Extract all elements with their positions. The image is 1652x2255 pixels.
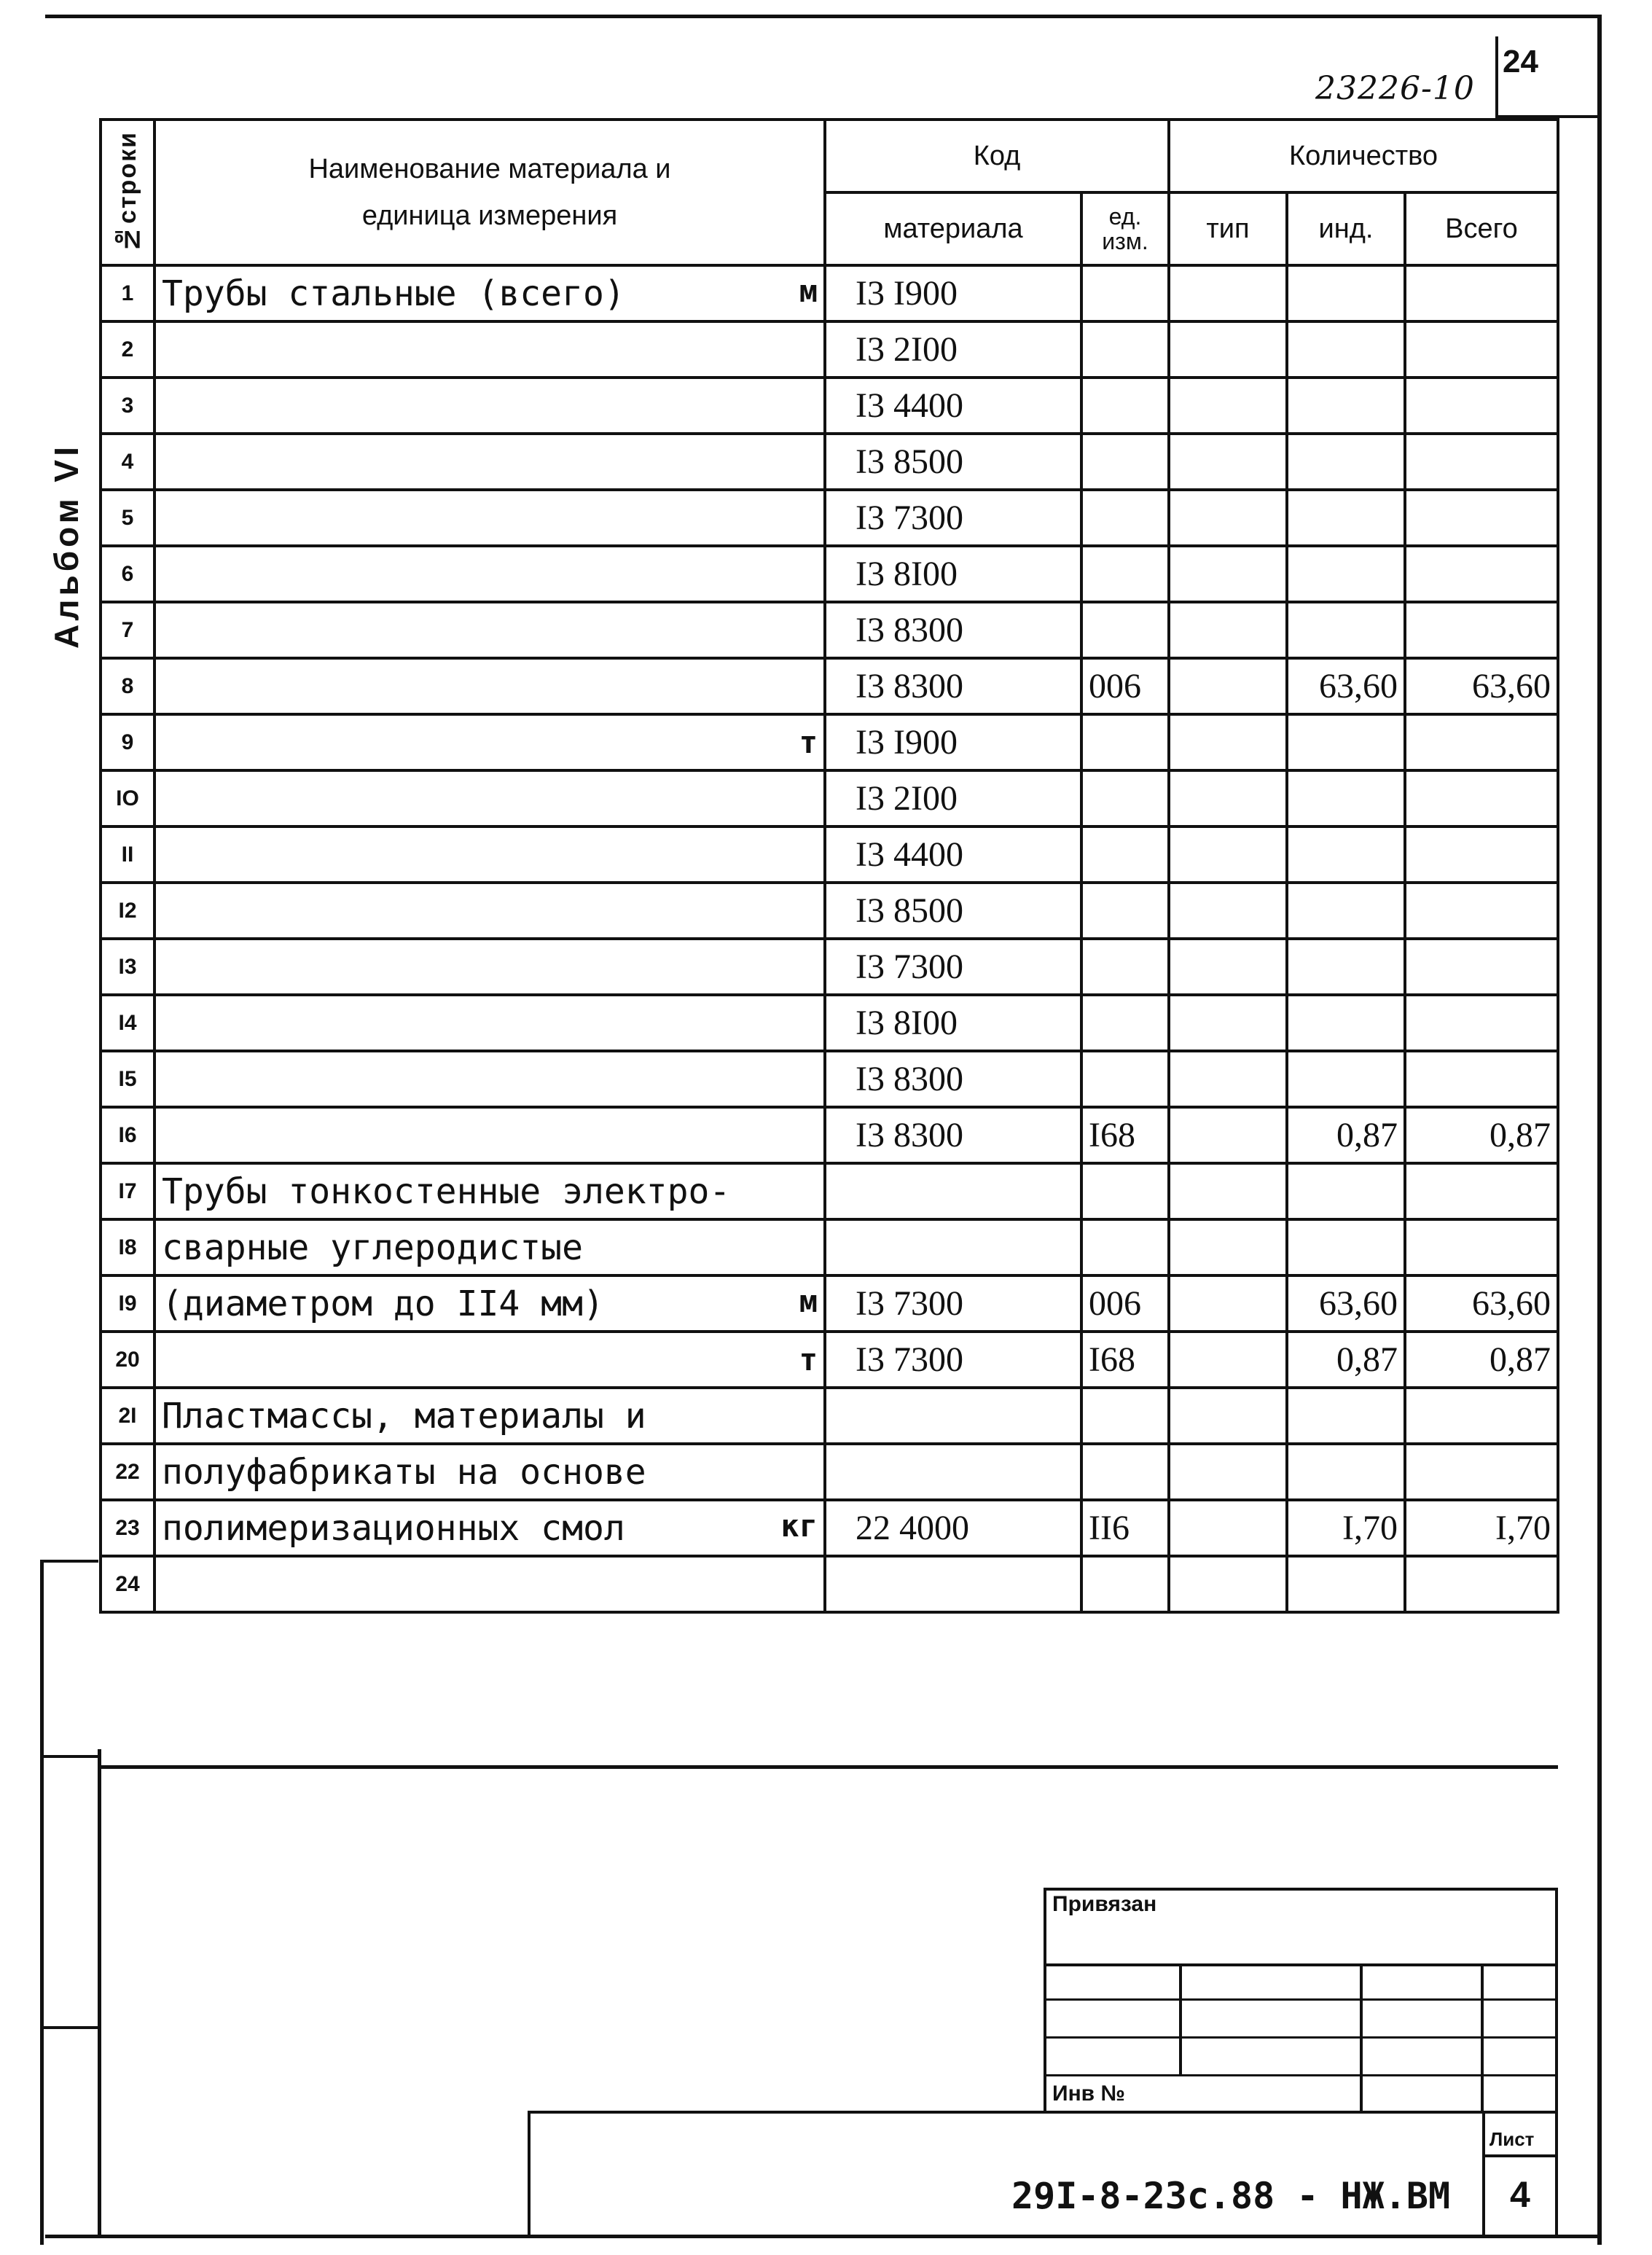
quantity-type — [1169, 546, 1287, 602]
row-number: 4 — [101, 434, 154, 490]
quantity-individual — [1287, 1444, 1405, 1500]
bound-col-2 — [1360, 1963, 1363, 2114]
row-number: I3 — [101, 939, 154, 995]
material-code: I3 8300 — [825, 1107, 1081, 1163]
quantity-total — [1405, 939, 1558, 995]
row-number: 6 — [101, 546, 154, 602]
material-code — [825, 1163, 1081, 1219]
title-block — [528, 2111, 1558, 2238]
table-row — [101, 1332, 1558, 1388]
quantity-individual — [1287, 546, 1405, 602]
table-row — [101, 1219, 1558, 1275]
material-name-cell — [154, 1051, 825, 1107]
top-page-number: 24 — [1503, 44, 1538, 79]
quantity-type — [1169, 265, 1287, 321]
left-margin-tick-3 — [40, 2026, 98, 2029]
material-name-cell — [154, 490, 825, 546]
quantity-individual — [1287, 1219, 1405, 1275]
material-name-cell — [154, 1500, 825, 1556]
row-number: I5 — [101, 1051, 154, 1107]
quantity-individual — [1287, 883, 1405, 939]
material-name-cell — [154, 1163, 825, 1219]
quantity-total — [1405, 1163, 1558, 1219]
row-number: I4 — [101, 995, 154, 1051]
quantity-individual — [1287, 490, 1405, 546]
quantity-type — [1169, 321, 1287, 378]
table-row — [101, 826, 1558, 883]
header-row-number-label: №строки — [113, 131, 141, 254]
quantity-individual — [1287, 995, 1405, 1051]
material-name-cell — [154, 714, 825, 770]
quantity-total — [1405, 265, 1558, 321]
quantity-individual: 63,60 — [1287, 1275, 1405, 1332]
unit-code — [1081, 490, 1169, 546]
sheet-label: Лист — [1489, 2128, 1535, 2150]
material-name: сварные углеродистые — [162, 1227, 583, 1268]
material-code — [825, 1219, 1081, 1275]
quantity-type — [1169, 1444, 1287, 1500]
row-number: 2I — [101, 1388, 154, 1444]
album-label: Альбом VI — [47, 443, 85, 649]
unit-code — [1081, 883, 1169, 939]
quantity-type — [1169, 1556, 1287, 1612]
unit-label: т — [799, 1342, 818, 1377]
quantity-type — [1169, 995, 1287, 1051]
material-name-cell — [154, 995, 825, 1051]
row-number: 7 — [101, 602, 154, 658]
unit-code — [1081, 321, 1169, 378]
header-row-number — [101, 120, 154, 265]
quantity-individual — [1287, 826, 1405, 883]
quantity-total: 63,60 — [1405, 1275, 1558, 1332]
quantity-individual: 63,60 — [1287, 658, 1405, 714]
header-code-material: материала — [825, 192, 1081, 265]
table-row — [101, 714, 1558, 770]
material-name: Трубы тонкостенные электро- — [162, 1171, 731, 1212]
quantity-type — [1169, 1332, 1287, 1388]
table-row — [101, 770, 1558, 826]
material-code: I3 8I00 — [825, 995, 1081, 1051]
quantity-individual — [1287, 1556, 1405, 1612]
material-code: I3 8300 — [825, 602, 1081, 658]
quantity-individual — [1287, 434, 1405, 490]
unit-code — [1081, 1163, 1169, 1219]
table-row — [101, 1556, 1558, 1612]
quantity-individual — [1287, 1388, 1405, 1444]
material-code: I3 2I00 — [825, 770, 1081, 826]
table-row — [101, 546, 1558, 602]
header-quantity-individual: инд. — [1287, 192, 1405, 265]
table-row — [101, 434, 1558, 490]
material-code — [825, 1444, 1081, 1500]
table-row — [101, 602, 1558, 658]
row-number: I6 — [101, 1107, 154, 1163]
table-row — [101, 265, 1558, 321]
material-code: I3 8300 — [825, 658, 1081, 714]
table-row — [101, 1107, 1558, 1163]
row-number: 5 — [101, 490, 154, 546]
material-code: I3 4400 — [825, 826, 1081, 883]
left-margin-line — [40, 1560, 44, 2245]
quantity-total — [1405, 321, 1558, 378]
quantity-individual — [1287, 378, 1405, 434]
quantity-type — [1169, 939, 1287, 995]
quantity-total — [1405, 1556, 1558, 1612]
unit-code — [1081, 939, 1169, 995]
unit-code: I68 — [1081, 1107, 1169, 1163]
quantity-type — [1169, 826, 1287, 883]
quantity-individual — [1287, 602, 1405, 658]
table-row — [101, 1051, 1558, 1107]
quantity-total — [1405, 1219, 1558, 1275]
table-row — [101, 939, 1558, 995]
quantity-total — [1405, 995, 1558, 1051]
unit-code — [1081, 714, 1169, 770]
unit-label: м — [799, 273, 818, 309]
material-code: I3 7300 — [825, 1275, 1081, 1332]
material-code: I3 8300 — [825, 1051, 1081, 1107]
material-code: I3 7300 — [825, 1332, 1081, 1388]
material-code: 22 4000 — [825, 1500, 1081, 1556]
table-row — [101, 995, 1558, 1051]
unit-code — [1081, 602, 1169, 658]
lower-left-vertical — [98, 1749, 101, 2238]
row-number: 3 — [101, 378, 154, 434]
quantity-total — [1405, 714, 1558, 770]
row-number: II — [101, 826, 154, 883]
row-number: I2 — [101, 883, 154, 939]
quantity-type — [1169, 490, 1287, 546]
quantity-type — [1169, 1107, 1287, 1163]
unit-label: кг — [780, 1507, 818, 1544]
quantity-total — [1405, 602, 1558, 658]
material-code: I3 7300 — [825, 490, 1081, 546]
material-name: полуфабрикаты на основе — [162, 1451, 646, 1493]
material-code — [825, 1388, 1081, 1444]
table-row — [101, 321, 1558, 378]
quantity-type — [1169, 602, 1287, 658]
material-name-cell — [154, 1332, 825, 1388]
unit-code — [1081, 1388, 1169, 1444]
quantity-type — [1169, 770, 1287, 826]
row-number: 8 — [101, 658, 154, 714]
header-quantity-group: Количество — [1169, 120, 1558, 192]
quantity-total: 0,87 — [1405, 1332, 1558, 1388]
unit-code: 006 — [1081, 1275, 1169, 1332]
unit-label: м — [799, 1283, 818, 1319]
quantity-type — [1169, 378, 1287, 434]
material-name-cell — [154, 546, 825, 602]
bound-col-3 — [1481, 1963, 1484, 2114]
table-row — [101, 883, 1558, 939]
quantity-total: 0,87 — [1405, 1107, 1558, 1163]
frame-top-line — [45, 15, 1597, 18]
material-code — [825, 1556, 1081, 1612]
quantity-type — [1169, 1275, 1287, 1332]
header-name-label: Наименование материала и единица измерения — [308, 154, 671, 231]
quantity-total — [1405, 883, 1558, 939]
material-name: полимеризационных смол — [162, 1507, 625, 1549]
quantity-type — [1169, 1219, 1287, 1275]
material-code: I3 8500 — [825, 434, 1081, 490]
left-margin-tick-1 — [40, 1560, 98, 1563]
document-id: 29I-8-23с.88 - НЖ.ВМ — [1011, 2175, 1451, 2217]
quantity-type — [1169, 1163, 1287, 1219]
sheet-number: 4 — [1510, 2174, 1530, 2215]
material-name-cell — [154, 826, 825, 883]
table-row — [101, 1275, 1558, 1332]
unit-code — [1081, 770, 1169, 826]
unit-code — [1081, 378, 1169, 434]
unit-code — [1081, 265, 1169, 321]
bound-label: Привязан — [1052, 1892, 1157, 1916]
quantity-individual: 0,87 — [1287, 1332, 1405, 1388]
material-name-cell — [154, 1107, 825, 1163]
quantity-type — [1169, 1051, 1287, 1107]
material-name-cell — [154, 883, 825, 939]
row-number: 1 — [101, 265, 154, 321]
unit-code — [1081, 995, 1169, 1051]
material-name-cell — [154, 265, 825, 321]
unit-code — [1081, 1556, 1169, 1612]
table-row — [101, 378, 1558, 434]
row-number: 22 — [101, 1444, 154, 1500]
material-name: Пластмассы, материалы и — [162, 1395, 646, 1437]
table-body — [101, 265, 1558, 1612]
quantity-total — [1405, 1388, 1558, 1444]
row-number: 2 — [101, 321, 154, 378]
quantity-type — [1169, 434, 1287, 490]
inv-label: Инв № — [1052, 2082, 1125, 2106]
unit-code: 006 — [1081, 658, 1169, 714]
quantity-total — [1405, 1051, 1558, 1107]
material-name-cell — [154, 378, 825, 434]
material-name: Трубы стальные (всего) — [162, 273, 625, 314]
header-code-unit: ед. изм. — [1081, 192, 1169, 265]
table-row — [101, 1500, 1558, 1556]
material-name-cell — [154, 770, 825, 826]
header-code-group: Код — [825, 120, 1169, 192]
material-name-cell — [154, 1556, 825, 1612]
quantity-total: I,70 — [1405, 1500, 1558, 1556]
quantity-type — [1169, 658, 1287, 714]
row-number: IO — [101, 770, 154, 826]
quantity-total — [1405, 770, 1558, 826]
quantity-total — [1405, 378, 1558, 434]
table-row — [101, 1163, 1558, 1219]
table-row — [101, 1444, 1558, 1500]
quantity-individual — [1287, 939, 1405, 995]
unit-code — [1081, 826, 1169, 883]
material-code: I3 8I00 — [825, 546, 1081, 602]
left-margin-tick-2 — [40, 1755, 98, 1758]
unit-code: II6 — [1081, 1500, 1169, 1556]
unit-code — [1081, 1444, 1169, 1500]
material-code: I3 I900 — [825, 265, 1081, 321]
unit-code — [1081, 434, 1169, 490]
material-name-cell — [154, 1219, 825, 1275]
material-name-cell — [154, 321, 825, 378]
bound-col-1 — [1179, 1963, 1182, 2076]
sheet-label-line — [1482, 2154, 1558, 2157]
material-code: I3 7300 — [825, 939, 1081, 995]
quantity-individual — [1287, 321, 1405, 378]
bound-block — [1044, 1888, 1558, 2114]
unit-label: т — [799, 724, 818, 760]
quantity-total — [1405, 490, 1558, 546]
unit-code — [1081, 1051, 1169, 1107]
title-block-divider — [1482, 2114, 1485, 2238]
header-quantity-type: тип — [1169, 192, 1287, 265]
material-name-cell — [154, 1444, 825, 1500]
table-row — [101, 658, 1558, 714]
quantity-total — [1405, 826, 1558, 883]
material-code: I3 I900 — [825, 714, 1081, 770]
quantity-type — [1169, 1500, 1287, 1556]
material-name-cell — [154, 939, 825, 995]
quantity-type — [1169, 883, 1287, 939]
material-name-cell — [154, 1275, 825, 1332]
quantity-total — [1405, 546, 1558, 602]
table-row — [101, 1388, 1558, 1444]
unit-code — [1081, 546, 1169, 602]
row-number: I9 — [101, 1275, 154, 1332]
material-code: I3 2I00 — [825, 321, 1081, 378]
table-row — [101, 490, 1558, 546]
quantity-individual — [1287, 770, 1405, 826]
unit-code — [1081, 1219, 1169, 1275]
quantity-type — [1169, 1388, 1287, 1444]
row-number: 20 — [101, 1332, 154, 1388]
table-bottom-separator — [99, 1765, 1558, 1769]
material-name-cell — [154, 658, 825, 714]
quantity-total — [1405, 1444, 1558, 1500]
frame-right-line — [1597, 15, 1602, 2245]
quantity-total — [1405, 434, 1558, 490]
header-name — [154, 120, 825, 265]
quantity-individual: I,70 — [1287, 1500, 1405, 1556]
material-name-cell — [154, 434, 825, 490]
material-code: I3 8500 — [825, 883, 1081, 939]
quantity-individual — [1287, 714, 1405, 770]
quantity-individual — [1287, 265, 1405, 321]
material-name-cell — [154, 602, 825, 658]
quantity-total: 63,60 — [1405, 658, 1558, 714]
quantity-individual: 0,87 — [1287, 1107, 1405, 1163]
handwritten-code: 23226-10 — [1315, 70, 1475, 107]
material-code: I3 4400 — [825, 378, 1081, 434]
material-name-cell — [154, 1388, 825, 1444]
quantity-individual — [1287, 1051, 1405, 1107]
unit-code: I68 — [1081, 1332, 1169, 1388]
row-number: 24 — [101, 1556, 154, 1612]
quantity-type — [1169, 714, 1287, 770]
header-quantity-total: Всего — [1405, 192, 1558, 265]
row-number: 9 — [101, 714, 154, 770]
material-name: (диаметром до II4 мм) — [162, 1283, 604, 1324]
row-number: I8 — [101, 1219, 154, 1275]
row-number: 23 — [101, 1500, 154, 1556]
row-number: I7 — [101, 1163, 154, 1219]
quantity-individual — [1287, 1163, 1405, 1219]
materials-table — [99, 118, 1559, 1614]
